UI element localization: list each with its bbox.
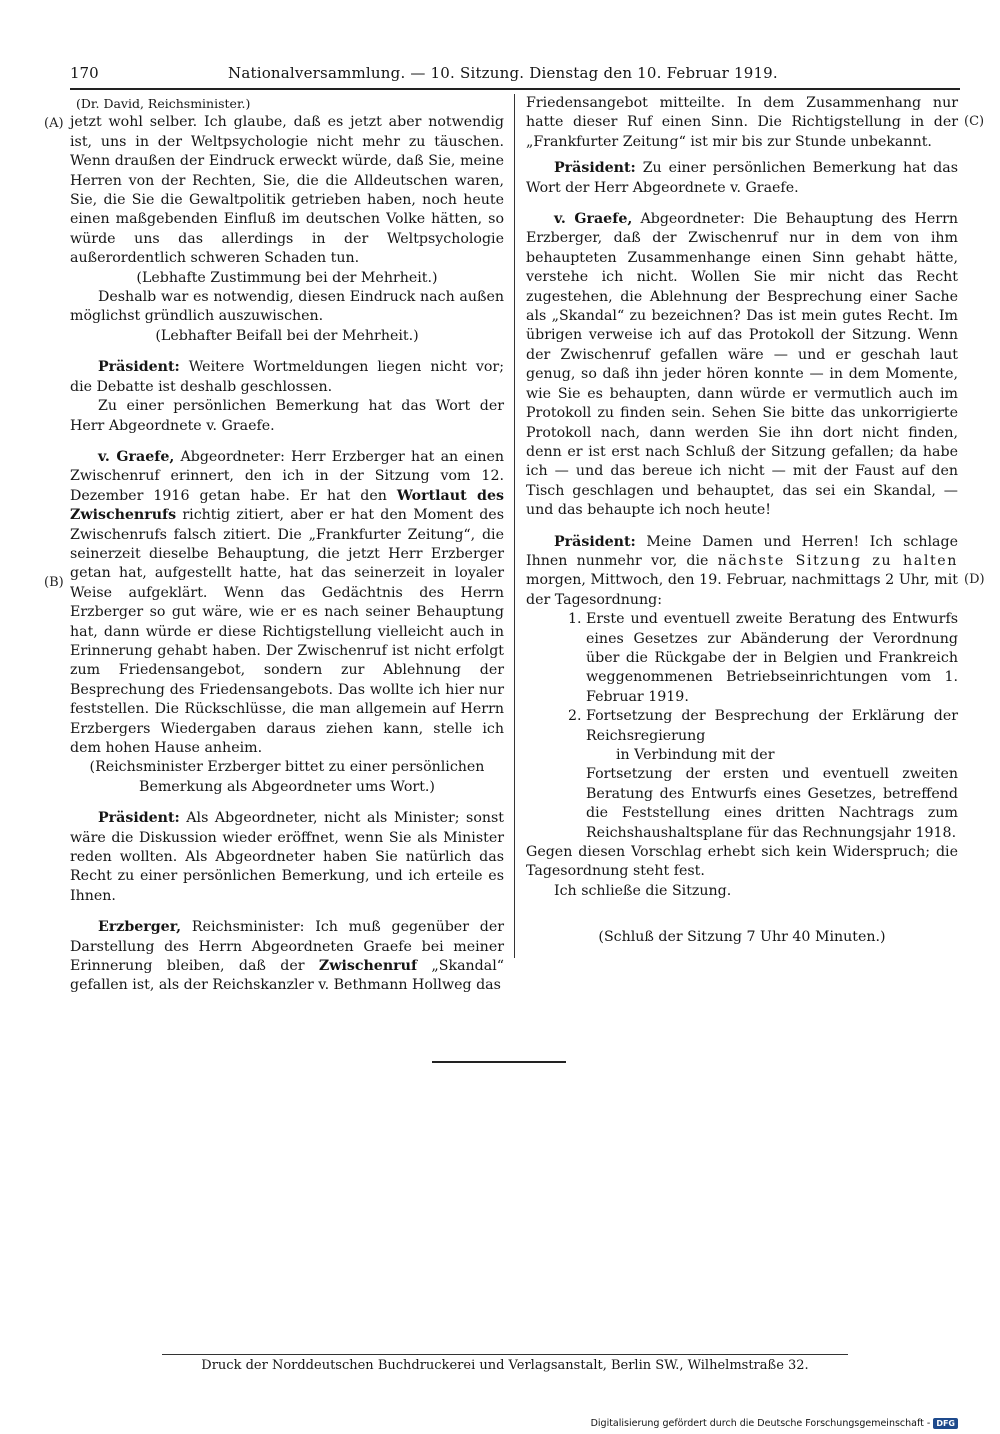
running-title: Nationalversammlung. — 10. Sitzung. Dienstag den 10. Februar 1919. [228, 64, 778, 82]
agenda-item [526, 610, 958, 707]
paragraph: Deshalb war es notwendig, diesen Eindruck nach außen möglichst gründlich auszuwischen. [70, 289, 504, 325]
paragraph: Ich schließe die Sitzung. [554, 882, 732, 899]
dfg-logo: DFG [933, 1418, 958, 1429]
page-number: 170 [70, 64, 99, 82]
speaker-name: Präsident: [98, 359, 180, 376]
speech-text: Abgeordneter: Die Behauptung des Herrn Erzberger, daß der Zwischenruf nur in dem von ihm behaupteten Zusammenhange einen Sinn gehabt hätte, verstehe ich nicht. Wollen Sie mir nicht das Recht zugestehen, die Ablehnung der Besprechung einer Sache als „Skandal“ zu bezeichnen? Das ist mein gutes Recht. Im übrigen verweise ich auf das Protokoll der Sitzung. Wenn der Zwischenruf gefallen wäre — und er geschah laut genug, so daß ihn jeder hören konnte — in dem Momente, wie Sie es behaupten, dann würde er vermutlich auch im Protokoll zu finden sein. Sehen Sie bitte das unkorrigierte Protokoll nach, dann werden Sie ihn dort nicht finden, denn er ist erst nach Schluß der Sitzung gefallen; da habe ich — und das bereue ich nicht — mit der Faust auf den Tisch geschlagen und behauptet, das sei ein Skandal, — und das behaupte ich noch heute! [526, 211, 958, 519]
speech-paragraph [70, 918, 504, 996]
margin-marker-d: (D) [964, 572, 985, 587]
separator-rule [432, 1061, 566, 1063]
agenda-text: Erste und eventuell zweite Beratung des Entwurfs eines Gesetzes zur Abänderung der Verordnung über die Rückgabe der in Belgien und Frankreich weggenommenen Betriebseinrichtungen vom 1. Februar 1919. [586, 611, 958, 705]
interjection: (Lebhafte Zustimmung bei der Mehrheit.) [136, 269, 438, 286]
printer-imprint: Druck der Norddeutschen Buchdruckerei und Verlagsanstalt, Berlin SW., Wilhelmstraße 32. [201, 1358, 809, 1373]
speech-paragraph [526, 159, 958, 198]
speech-text: Meine Damen und Herren! Ich schlage Ihnen nunmehr vor, die [526, 533, 958, 569]
speaker-name: Präsident: [554, 160, 636, 177]
speech-text: Zu einer persönlichen Bemerkung hat das Wort der Herr Abgeordnete v. Graefe. [526, 160, 958, 196]
speaker-name: Präsident: [554, 533, 636, 550]
margin-marker-b: (B) [44, 575, 64, 590]
paragraph: Friedensangebot mitteilte. In dem Zusammenhang nur hatte dieser Ruf einen Sinn. Die Richtigstellung in der „Frankfurter Zeitung“ ist mir bis zur Stunde unbekannt. [526, 95, 958, 150]
interjection: (Reichsminister Erzberger bittet zu einer persönlichen Bemerkung als Abgeordneter ums Wort.) [89, 759, 485, 795]
speaker-name: v. Graefe, [554, 211, 633, 228]
digitization-text: Digitalisierung gefördert durch die Deutsche Forschungsgemeinschaft - [590, 1418, 931, 1429]
speech-text: richtig zitiert, aber er hat den Moment des Zwischenrufs falsch zitiert. Die „Frankfurter Zeitung“, die seinerzeit dieselbe Behauptung, die jetzt Herr Erzberger getan hat, aufgestellt hatte, hat das seinerzeit in loyaler Weise aufgeklärt. Wenn das Gedächtnis des Herrn Erzberger so gut wäre, wie er es nach seiner Behauptung hat, dann würde er diese Richtigstellung vielleicht auch in Erinnerung gehabt haben. Der Zwischenruf ist nicht erfolgt zum Friedensangebot, sondern zur Ablehnung der Besprechung des Friedensangebots. Das wollte ich hier nur feststellen. Die Rückschlüsse, die man allgemein auf Herrn Erzbergers Wiedergaben daraus ziehen kann, stelle ich dem hohen Hause anheim. [70, 507, 504, 756]
agenda-connector: in Verbindung mit der [616, 747, 775, 763]
agenda-item [526, 707, 958, 746]
agenda-number: 1. [568, 611, 582, 628]
emphasis: Zwischenruf [318, 958, 418, 975]
speech-paragraph [526, 210, 958, 521]
interjection: (Lebhafter Beifall bei der Mehrheit.) [155, 327, 419, 344]
paragraph: Gegen diesen Vorschlag erhebt sich kein Widerspruch; die Tagesordnung steht fest. [526, 844, 958, 880]
agenda-continuation: Fortsetzung der ersten und eventuell zweiten Beratung des Entwurfs eines Gesetzes, betreffend die Feststellung eines dritten Nachtrags zum Reichshaushaltsplane für das Rechnungsjahr 1918. [586, 766, 958, 841]
speech-paragraph [70, 448, 504, 759]
speech-text: morgen, Mittwoch, den 19. Februar, nachmittags 2 Uhr, mit der Tagesordnung: [526, 572, 958, 608]
agenda-number: 2. [568, 708, 582, 725]
agenda-text: Fortsetzung der Besprechung der Erklärung der Reichsregierung [586, 708, 958, 744]
speech-text: Abgeordneter: Herr Erzberger hat an einen Zwischenruf erinnert, den ich in der Sitzung vom 12. Dezember 1916 getan habe. Er hat den [70, 448, 504, 504]
speech-paragraph [526, 533, 958, 611]
speaker-name: Präsident: [98, 810, 180, 827]
column-divider [514, 94, 515, 958]
speech-text: Weitere Wortmeldungen liegen nicht vor; die Debatte ist deshalb geschlossen. [70, 359, 504, 395]
header-rule [70, 88, 960, 90]
speaker-name: Erzberger, [98, 919, 182, 936]
speech-text: „Skandal“ gefallen ist, als der Reichskanzler v. Bethmann Hollweg das [70, 958, 505, 994]
speaker-continuation: (Dr. David, Reichsminister.) [76, 96, 251, 111]
speech-text: Als Abgeordneter, nicht als Minister; sonst wäre die Diskussion wieder eröffnet, wenn Sie als Minister reden wollten. Als Abgeordneter haben Sie natürlich das Recht zu einer persönlichen Bemerkung, und ich erteile es Ihnen. [70, 810, 504, 904]
digitization-note [591, 1418, 958, 1429]
left-column [70, 94, 504, 996]
speech-paragraph [70, 809, 504, 906]
paragraph: jetzt wohl selber. Ich glaube, daß es jetzt aber notwendig ist, uns in der Weltpsychologie nicht mehr zu täuschen. Wenn draußen der Eindruck erweckt würde, daß Sie, meine Herren von der Rechten, Sie, die die Alldeutschen waren, Sie, die Sie die Gewaltpolitik getrieben haben, noch heute einen maßgebenden Einfluß im deutschen Volke hätten, so würde uns das allerdings in der Weltpsychologie außerordentlich schweren Schaden tun. [70, 114, 504, 267]
footer-rule [162, 1354, 848, 1355]
page-header [70, 62, 960, 86]
speech-paragraph [70, 358, 504, 397]
margin-marker-a: (A) [44, 116, 64, 131]
margin-marker-c: (C) [964, 114, 985, 129]
agenda-list [526, 610, 958, 843]
paragraph: Zu einer persönlichen Bemerkung hat das Wort der Herr Abgeordnete v. Graefe. [70, 398, 504, 434]
right-column [526, 94, 958, 901]
spaced-emphasis: nächste Sitzung zu halten [717, 552, 958, 569]
session-end-note: (Schluß der Sitzung 7 Uhr 40 Minuten.) [598, 929, 886, 946]
speech-text: Reichsminister: Ich muß gegenüber der Darstellung des Herrn Abgeordneten Graefe bei meiner Erinnerung bleiben, daß der [70, 919, 504, 975]
emphasis: Wortlaut des Zwischenrufs [70, 487, 504, 524]
speaker-name: v. Graefe, [98, 448, 175, 465]
